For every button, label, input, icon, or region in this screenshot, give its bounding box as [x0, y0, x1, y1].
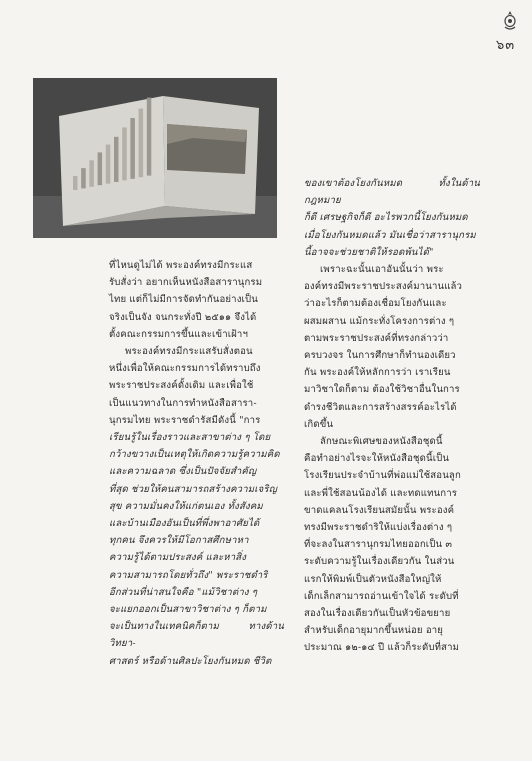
text-line: และความฉลาด ซึ่งเป็นปัจจัยสำคัญ	[109, 466, 257, 478]
text-line: ความรู้ได้ตามประสงค์ และหาสิ่ง	[109, 552, 247, 564]
text-line: ว่าอะไรก็ตามต้องเชื่อมโยงกันและ	[304, 298, 447, 310]
text-line: เพราะฉะนั้นเอาอันนั้นว่า พระ	[320, 264, 444, 276]
text-line: ก็ดี เศรษฐกิจก็ดี อะไรพวกนี้โยงกันหมด	[304, 212, 468, 224]
photo-chart-bar	[114, 137, 119, 182]
text-line: รับสั่งว่า อยากเห็นหนังสือสารานุกรม	[109, 277, 263, 289]
book-photo	[33, 78, 277, 238]
text-line: กว้างขวางเป็นเหตุให้เกิดความรู้ความคิด	[109, 449, 280, 461]
text-line: พระองค์ทรงมีกระแสรับสั่งตอน	[125, 346, 253, 358]
text-line: จะเป็นทางในเทคนิคก็ตาม ทางด้านวิทยา-	[109, 621, 284, 650]
text-line: ความสามารถโดยทั่วถึง" พระราชดำริ	[109, 569, 268, 581]
paragraph-4	[304, 433, 480, 657]
text-line: เกิดขึ้น	[304, 418, 334, 430]
text-line: สำหรับเด็กอายุมากขึ้นหน่อย อายุ	[304, 625, 444, 637]
photo-chart-bar	[130, 118, 135, 179]
text-line: แรกให้พิมพ์เป็นตัวหนังสือใหญ่ให้	[304, 573, 442, 585]
text-line: ตามพระราชประสงค์ที่ทรงกล่าวว่า	[304, 332, 449, 344]
text-line: กัน พระองค์ให้หลักการว่า เราเรียน	[304, 367, 451, 379]
text-line: เด็กเล็กสามารถอ่านเข้าใจได้ ระดับที่	[304, 590, 459, 602]
photo-chart-bar	[98, 152, 103, 185]
royal-quote-continued	[304, 175, 480, 261]
text-line: ศาสตร์ หรือด้านศิลปะโยงกันหมด ชีวิต	[109, 655, 272, 667]
text-line: ที่จะลงในสารานุกรมไทยออกเป็น ๓	[304, 539, 453, 551]
text-line: ทุกคน จึงควรให้มีโอกาสศึกษาหา	[109, 535, 249, 547]
text-line: เป็นแนวทางในการทำหนังสือสารา-	[109, 397, 257, 409]
text-line: เรียนรู้ในเรื่องราวและสาขาต่าง ๆ โดย	[109, 432, 271, 444]
text-line: สองในเรื่องเดียวกันเป็นหัวข้อขยาย	[304, 608, 451, 620]
text-line: หนึ่งเพื่อให้คณะกรรมการได้ทราบถึง	[109, 363, 261, 375]
text-line: คือทำอย่างไรจะให้หนังสือชุดนี้เป็น	[304, 453, 450, 465]
text-line: ที่ไหนดูไม่ได้ พระองค์ทรงมีกระแส	[109, 260, 253, 271]
photo-chart-bar	[106, 145, 111, 184]
photo-chart-bar	[81, 168, 86, 188]
text-line: ตั้งคณะกรรมการขึ้นและเข้าเฝ้าฯ	[109, 328, 249, 340]
text-line: ไทย แต่ก็ไม่มีการจัดทำกันอย่างเป็น	[109, 294, 258, 306]
text-line: อีกส่วนที่น่าสนใจคือ "แม้วิชาต่าง ๆ	[109, 586, 258, 598]
photo-chart-bar	[73, 176, 78, 190]
text-line: ระดับความรู้ในเรื่องเดียวกัน ในส่วน	[304, 556, 455, 568]
text-line: ดำรงชีวิตและการสร้างสรรค์อะไรได้	[304, 401, 457, 413]
text-line: ที่สุด ช่วยให้คนสามารถสร้างความเจริญ	[109, 483, 278, 495]
paragraph-2	[109, 343, 284, 429]
text-line: และพี่ใช้สอนน้องได้ และทดแทนการ	[304, 487, 458, 499]
text-line: จะแยกออกเป็นสาขาวิชาต่าง ๆ ก็ตาม	[109, 604, 267, 616]
text-line: ประมาณ ๑๒-๑๔ ปี แล้วก็ระดับที่สาม	[304, 642, 460, 654]
text-line: ลักษณะพิเศษของหนังสือชุดนี้	[320, 436, 443, 448]
text-line: นุกรมไทย พระราชดำรัสมีดังนี้ "การ	[109, 414, 261, 426]
text-line: ของเขาต้องโยงกันหมด ทั้งในด้านกฎหมาย	[304, 178, 480, 207]
text-line: จริงเป็นจัง จนกระทั่งปี ๒๕๑๑ จึงได้	[109, 311, 257, 323]
text-line: สุข ความมั่นคงให้แก่ตนเอง ทั้งสังคม	[109, 500, 263, 512]
text-line: และบ้านเมืองอันเป็นที่พึ่งพาอาศัยได้	[109, 518, 260, 530]
text-column-right	[304, 175, 480, 657]
text-line: เมื่อโยงกันหมดแล้ว มันเชื่อว่าสารานุกรม	[304, 229, 476, 241]
text-line: มาวิชาใดก็ตาม ต้องใช้วิชาอื่นในการ	[304, 384, 460, 396]
text-line: ผสมผสาน แม้กระทั่งโครงการต่าง ๆ	[304, 315, 455, 327]
photo-chart-bar	[139, 109, 144, 178]
paragraph-3	[304, 261, 480, 433]
text-column-left	[109, 257, 284, 670]
text-line: ครบวงจร ในการศึกษาก็ทำนองเดียว	[304, 350, 456, 362]
royal-quote	[109, 429, 284, 670]
page-number: ๖๓	[496, 38, 516, 53]
paragraph-1	[109, 257, 284, 343]
text-line: องค์ทรงมีพระราชประสงค์มานานแล้ว	[304, 281, 463, 293]
royal-emblem-icon	[502, 10, 518, 32]
photo-chart-bar	[147, 98, 152, 176]
text-line: ทรงมีพระราชดำริให้แบ่งเรื่องต่าง ๆ	[304, 522, 453, 534]
photo-chart-bar	[89, 160, 94, 187]
photo-chart-bar	[122, 127, 127, 180]
text-line: นี้อาจจะช่วยชาติให้รอดพ้นได้"	[304, 246, 434, 258]
text-line: พระราชประสงค์ดั้งเดิม และเพื่อใช้	[109, 380, 254, 392]
text-line: ขาดแคลนโรงเรียนสมัยนั้น พระองค์	[304, 504, 455, 516]
text-line: โรงเรียนประจำบ้านที่พ่อแม่ใช้สอนลูก	[304, 470, 461, 482]
